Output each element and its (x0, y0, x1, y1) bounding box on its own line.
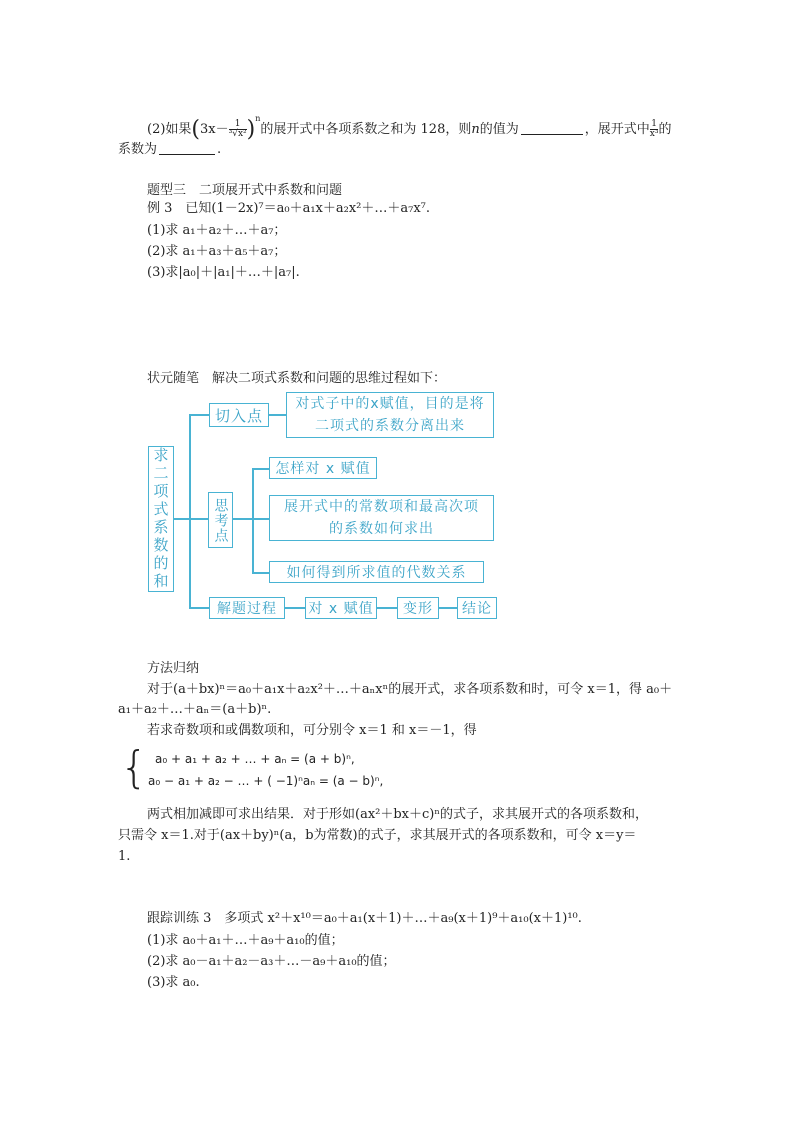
mindmap-think-1: 怎样对 x 赋值 (269, 457, 377, 479)
think-b1 (252, 468, 269, 470)
q2-exponent: n (255, 114, 261, 123)
q2-line2 (118, 140, 221, 159)
q2-mid2: 的值为 (479, 122, 519, 137)
process-link-2 (377, 607, 397, 609)
right-paren: ) (246, 117, 256, 142)
practice-part-2: (2)求 a₀－a₁＋a₂－a₃＋…－a₉＋a₁₀的值； (147, 954, 396, 969)
equation-1: a₀ + a₁ + a₂ + … + aₙ = (a + b)ⁿ, (155, 752, 355, 766)
q2-suffix: 的 (658, 122, 672, 137)
think-b3 (252, 572, 269, 574)
mindmap-root: 求二项式系数的和 (148, 446, 174, 592)
think-h (233, 518, 253, 520)
mindmap-step-1: 对 x 赋值 (305, 597, 377, 619)
method-line-3: 若求奇数项和或偶数项和，可分别令 x＝1 和 x＝－1，得 (147, 723, 477, 738)
method-line-4: 两式相加减即可求出结果．对于形如(ax²＋bx＋c)ⁿ的式子，求其展开式的各项系数和， (147, 807, 648, 822)
q2-fraction-2: $\frac{1}{\text{x³}}$ (649, 119, 659, 139)
q2-period: . (217, 142, 222, 157)
q2-mid3: ，展开式中 (584, 122, 650, 137)
q2-line1 (147, 110, 672, 142)
method-line-6: 1. (118, 849, 131, 864)
method-title: 方法归纳 (147, 661, 200, 676)
branch-think (189, 518, 208, 520)
trunk-h (174, 518, 190, 520)
think-v (252, 468, 254, 572)
system-brace: { (120, 742, 148, 793)
entry-link (269, 414, 286, 416)
practice-part-3: (3)求 a₀. (147, 975, 200, 990)
mindmap-step-2: 变形 (397, 597, 439, 619)
process-link-3 (439, 607, 457, 609)
practice-part-1: (1)求 a₀＋a₁＋…＋a₉＋a₁₀的值； (147, 933, 344, 948)
q2-prefix: (2)如果 (147, 122, 192, 137)
mindmap-entry-desc: 对式子中的x赋值，目的是将二项式的系数分离出来 (286, 392, 494, 438)
method-line-1: 对于(a＋bx)ⁿ＝a₀＋a₁x＋a₂x²＋…＋aₙxⁿ的展开式，求各项系数和时，可令 x＝1，得 a₀＋ (147, 682, 673, 697)
q2-expr: 3x－ (200, 122, 229, 137)
answer-blank-1[interactable] (521, 120, 583, 135)
mindmap-step-3: 结论 (457, 597, 497, 619)
mindmap-process: 解题过程 (209, 597, 285, 619)
q2-var: n (471, 122, 480, 137)
left-paren: ( (191, 117, 201, 142)
equation-2: a₀ − a₁ + a₂ − … + ( −1)ⁿaₙ = (a − b)ⁿ, (148, 774, 384, 788)
example-3: 例 3 已知(1－2x)⁷＝a₀＋a₁x＋a₂x²＋…＋a₇x⁷. (147, 201, 431, 216)
q2-line2-text: 系数为 (118, 142, 158, 157)
q2-mid: 的展开式中各项系数之和为 128，则 (260, 122, 472, 137)
branch-entry (189, 414, 209, 416)
method-line-5: 只需令 x＝1.对于(ax＋by)ⁿ(a，b为常数)的式子，求其展开式的各项系数和，可令 x＝y＝ (118, 828, 637, 843)
note-title: 状元随笔 解决二项式系数和问题的思维过程如下： (147, 371, 447, 386)
method-line-2: a₁＋a₂＋…＋aₙ＝(a＋b)ⁿ. (118, 702, 272, 717)
mindmap-think: 思考点 (208, 492, 233, 548)
answer-blank-2[interactable] (159, 140, 215, 155)
q2-fraction: $\frac{1}{\text{³√x²}}$ (228, 119, 247, 139)
section-title: 题型三 二项展开式中系数和问题 (147, 183, 343, 198)
mindmap-think-2: 展开式中的常数项和最高次项的系数如何求出 (269, 495, 494, 541)
mindmap-think-3: 如何得到所求值的代数关系 (269, 561, 484, 583)
think-b2 (252, 518, 269, 520)
practice-title: 跟踪训练 3 多项式 x²＋x¹⁰＝a₀＋a₁(x＋1)＋…＋a₉(x＋1)⁹＋a₁₀(x＋1)¹⁰. (147, 911, 582, 926)
mindmap-entry: 切入点 (209, 403, 269, 427)
trunk-v (189, 414, 191, 608)
example-part-3: (3)求|a₀|＋|a₁|＋…＋|a₇|. (147, 265, 300, 280)
branch-process (189, 607, 209, 609)
process-link-1 (285, 607, 305, 609)
example-part-2: (2)求 a₁＋a₃＋a₅＋a₇； (147, 244, 287, 259)
example-part-1: (1)求 a₁＋a₂＋…＋a₇； (147, 223, 287, 238)
